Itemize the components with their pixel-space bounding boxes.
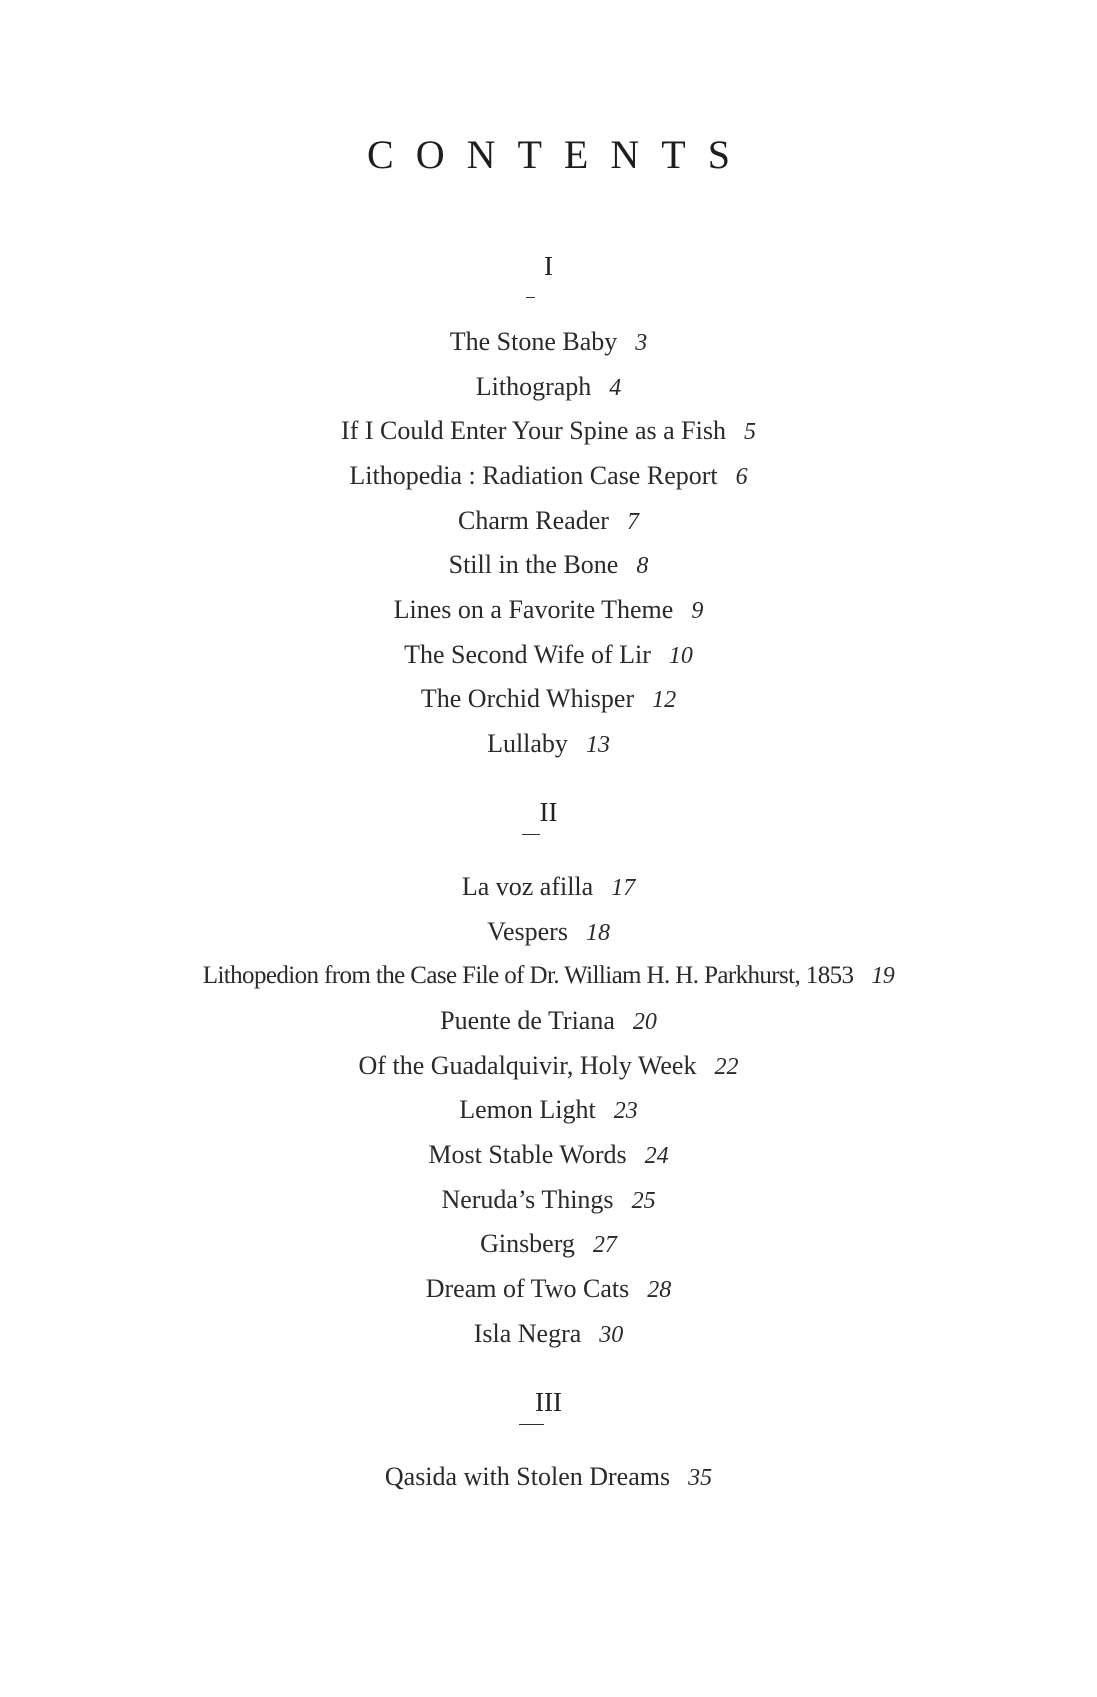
- entry-page: 35: [688, 1465, 713, 1491]
- entry-title: Neruda’s Things: [441, 1185, 614, 1214]
- toc-entry[interactable]: [0, 1318, 1097, 1351]
- toc-entry[interactable]: [0, 1184, 1097, 1217]
- entry-page: 24: [644, 1143, 669, 1169]
- entry-title: Lines on a Favorite Theme: [393, 595, 674, 624]
- toc-entry[interactable]: [0, 871, 1097, 904]
- entry-title: Qasida with Stolen Dreams: [384, 1462, 671, 1491]
- section-numeral: II: [539, 797, 558, 827]
- entry-title: Charm Reader: [458, 506, 609, 535]
- entry-page: 5: [743, 419, 756, 445]
- entry-title: If I Could Enter Your Spine as a Fish: [341, 416, 726, 445]
- entry-page: 22: [714, 1054, 739, 1080]
- entry-title: Lithopedion from the Case File of Dr. William H. H. Parkhurst, 1853: [202, 962, 854, 989]
- entry-title: La voz afilla: [461, 872, 594, 901]
- toc-entry[interactable]: [0, 1273, 1097, 1306]
- toc-entry[interactable]: [0, 371, 1097, 404]
- toc-entry[interactable]: [0, 415, 1097, 448]
- entry-page: 12: [652, 687, 677, 713]
- entry-page: 10: [668, 643, 693, 669]
- entry-title: The Second Wife of Lir: [404, 640, 651, 669]
- entry-title: Dream of Two Cats: [425, 1274, 630, 1303]
- entry-page: 30: [599, 1322, 624, 1348]
- toc-entry[interactable]: [0, 549, 1097, 582]
- toc-entry[interactable]: [0, 916, 1097, 949]
- toc-entry[interactable]: [0, 326, 1097, 359]
- entry-title: The Orchid Whisper: [420, 684, 635, 713]
- toc-entry[interactable]: [0, 683, 1097, 716]
- entry-page: 23: [613, 1098, 638, 1124]
- entry-title: Still in the Bone: [448, 550, 619, 579]
- toc-entry[interactable]: [0, 1139, 1097, 1172]
- entry-title: Ginsberg: [480, 1229, 575, 1258]
- entry-title: Isla Negra: [473, 1319, 582, 1348]
- toc-entry[interactable]: [0, 1461, 1097, 1494]
- toc-entry[interactable]: [0, 594, 1097, 627]
- entry-title: Lullaby: [487, 729, 568, 758]
- entry-title: Puente de Triana: [440, 1006, 615, 1035]
- entry-title: Most Stable Words: [428, 1140, 627, 1169]
- section-numeral: I: [544, 251, 553, 281]
- page-title: CONTENTS: [367, 132, 752, 177]
- entry-title: The Stone Baby: [449, 327, 618, 356]
- entry-title: Of the Guadalquivir, Holy Week: [358, 1051, 697, 1080]
- toc-entry[interactable]: [0, 1005, 1097, 1038]
- entry-page: 8: [636, 553, 649, 579]
- section-rule: [522, 834, 540, 835]
- entry-page: 7: [626, 509, 639, 535]
- entry-page: 20: [632, 1009, 657, 1035]
- entry-page: 19: [871, 963, 895, 989]
- entry-title: Vespers: [487, 917, 568, 946]
- toc-entry[interactable]: [0, 505, 1097, 538]
- entry-page: 9: [691, 598, 704, 624]
- toc-entry[interactable]: [0, 728, 1097, 761]
- entry-page: 28: [647, 1277, 672, 1303]
- entry-page: 4: [609, 375, 622, 401]
- entry-page: 18: [585, 920, 610, 946]
- entry-title: Lithograph: [475, 372, 592, 401]
- toc-entry[interactable]: [0, 1050, 1097, 1083]
- entry-page: 25: [631, 1188, 656, 1214]
- section-numeral: III: [535, 1387, 562, 1417]
- toc-entry[interactable]: [0, 639, 1097, 672]
- toc-entry[interactable]: [0, 1228, 1097, 1261]
- entry-page: 17: [611, 875, 636, 901]
- entry-title: Lemon Light: [459, 1095, 596, 1124]
- entry-page: 6: [735, 464, 748, 490]
- entry-page: 3: [635, 330, 648, 356]
- section-rule: [519, 1424, 544, 1425]
- toc-entry[interactable]: [0, 960, 1097, 992]
- toc-entry[interactable]: [0, 1094, 1097, 1127]
- entry-page: 27: [592, 1232, 617, 1258]
- entry-title: Lithopedia : Radiation Case Report: [349, 461, 718, 490]
- section-rule: [526, 297, 535, 298]
- entry-page: 13: [585, 732, 610, 758]
- toc-entry[interactable]: [0, 460, 1097, 493]
